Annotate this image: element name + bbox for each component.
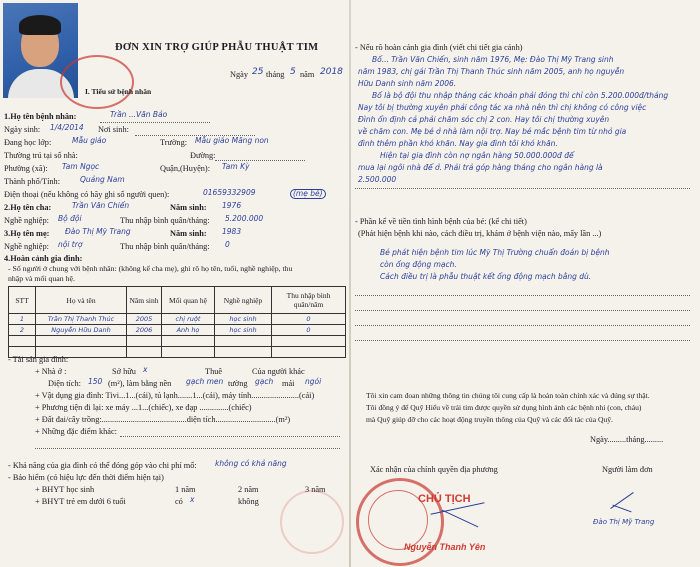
- family-desc-2: nhập và mối quan hệ.: [8, 274, 75, 283]
- wall-value: gạch: [255, 377, 274, 386]
- family-desc-1: - Số người ở chung với bệnh nhân: (không kể cha mẹ), ghi rõ họ tên, tuổi, nghề nghiệp, thu: [8, 264, 293, 273]
- transport: + Phương tiện đi lại: xe máy ...1...(chiếc), xe đạp ..............(chiếc): [35, 403, 252, 412]
- yes-mark: x: [190, 495, 195, 504]
- father-income: 5.200.000: [225, 214, 264, 223]
- family-table: [8, 286, 346, 358]
- cell-stt: 1: [9, 314, 36, 325]
- commitment-1: Tôi xin cam đoan những thông tin chúng tôi cung cấp là hoàn toàn chính xác và đúng sự thật.: [366, 391, 650, 400]
- cell-name: Trần Thị Thanh Thúc: [36, 314, 127, 325]
- address-label: Thường trú tại số nhà:: [4, 151, 78, 160]
- mother-name: Đào Thị Mỹ Trang: [65, 227, 131, 236]
- mother-name-label: 3.Họ tên mẹ:: [4, 229, 50, 238]
- family-header: 4.Hoàn cảnh gia đình:: [4, 254, 83, 263]
- mother-job-label: Nghề nghiệp:: [4, 242, 49, 251]
- commitment-2: Tôi đồng ý để Quỹ Hiểu về trái tim được quyền sử dụng hình ảnh các bệnh nhi (con, cháu): [366, 403, 642, 412]
- district-value: Tam Kỳ: [222, 162, 250, 171]
- edu-value: Mẫu giáo: [72, 136, 107, 145]
- mother-income: 0: [225, 240, 230, 249]
- cell-income: 0: [272, 314, 346, 325]
- area-unit: (m²), làm bằng nền: [108, 379, 172, 388]
- father-name-label: 2.Họ tên cha:: [4, 203, 52, 212]
- yes-label: có: [175, 497, 183, 506]
- district-label: Quận,(Huyện):: [160, 164, 210, 173]
- wall-label: tường: [228, 379, 248, 388]
- insurance-label: - Bảo hiểm (có hiệu lực đến thời điểm hiện tại): [8, 473, 164, 482]
- date-year-label: năm: [300, 70, 315, 79]
- school-value: Mẫu giáo Măng non: [195, 136, 269, 145]
- mother-birth-label: Năm sinh:: [170, 229, 207, 238]
- date-month-label: tháng: [266, 70, 285, 79]
- disease-line: còn ống động mạch.: [380, 260, 457, 269]
- note-line: 2.500.000: [358, 175, 397, 184]
- phone-note: (mẹ bé): [290, 189, 326, 199]
- commitment-3: mà Quỹ giúp đỡ cho các hoạt động truyền thông của Quỹ và các đối tác của Quỹ.: [366, 415, 613, 424]
- father-income-label: Thu nhập bình quân/tháng:: [120, 216, 210, 225]
- roof-value: ngói: [305, 377, 322, 386]
- section-header: I. Tiểu sử bệnh nhân: [85, 87, 152, 96]
- disease-line: Bé phát hiện bệnh tim lúc Mỹ Thị Trường chuẩn đoán bị bệnh: [380, 248, 610, 257]
- disease-label: - Phần kể về tiền tình hình bệnh của bé: (kể chi tiết): [355, 217, 527, 226]
- phone-value: 01659332909: [203, 188, 256, 197]
- cell-income: 0: [272, 325, 346, 336]
- area-label: Diện tích:: [48, 379, 81, 388]
- own-label: Sở hữu: [112, 367, 136, 376]
- cell-job: học sinh: [215, 325, 272, 336]
- area-value: 150: [88, 377, 103, 386]
- father-birth: 1976: [222, 201, 242, 210]
- patient-name: Trần ...Văn Bảo: [110, 110, 168, 119]
- table-row: [9, 314, 346, 325]
- cell-birth: 2006: [127, 325, 162, 336]
- father-birth-label: Năm sinh:: [170, 203, 207, 212]
- bhyt-child: + BHYT trẻ em dưới 6 tuổi: [35, 497, 126, 506]
- col-income: Thu nhập bình quân/năm: [272, 287, 346, 314]
- note-line: Nay tôi bị thường xuyên phải công tác xa nhà nên thì chị không có công việc: [358, 103, 647, 112]
- table-row: [9, 336, 346, 347]
- photo-stamp: [60, 55, 134, 109]
- own-mark: x: [143, 365, 148, 374]
- ability-label: - Khả năng của gia đình có thể đóng góp vào chi phí mổ:: [8, 461, 197, 470]
- cell-birth: 2005: [127, 314, 162, 325]
- faint-stamp: [280, 490, 344, 554]
- col-name: Họ và tên: [36, 287, 127, 314]
- school-label: Trường:: [160, 138, 188, 147]
- bhyt-student: + BHYT học sinh: [35, 485, 95, 494]
- table-header-row: [9, 287, 346, 314]
- note-line: Đình ổn định cả phải chăm sóc chị 2 con. Hay tôi chị thường xuyên: [358, 115, 610, 124]
- cell-stt: 2: [9, 325, 36, 336]
- cell-name: Nguyễn Hữu Danh: [36, 325, 127, 336]
- date-year: 2018: [320, 67, 343, 77]
- home-label: + Nhà ở :: [35, 367, 67, 376]
- stamp-title: CHỦ TỊCH: [418, 493, 471, 505]
- other-points: + Những đặc điểm khác:: [35, 427, 117, 436]
- note-line: đình thêm phần khó khăn. Nay gia đình tôi khó khăn.: [358, 139, 558, 148]
- city-label: Thành phố/Tỉnh:: [4, 177, 60, 186]
- year-1: 1 năm: [175, 485, 196, 494]
- land: + Đất đai/cây trồng:.........................................diện tích.............................(m²): [35, 415, 291, 424]
- page-fold: [349, 0, 351, 567]
- note-line: mua lại ngôi nhà để ở. Phải trả góp hàng tháng cho ngân hàng là: [358, 163, 603, 172]
- disease-line: Cách điều trị là phẫu thuật kết ống động mạch bằng dù.: [380, 272, 592, 281]
- official-name: Nguyễn Thanh Yên: [404, 542, 486, 552]
- city-value: Quảng Nam: [80, 175, 125, 184]
- date-day: 25: [252, 67, 264, 77]
- applicant-label: Người làm đơn: [602, 465, 653, 474]
- edu-label: Đang học lớp:: [4, 138, 52, 147]
- applicant-signature: [610, 492, 634, 509]
- note-line: Bố... Trần Văn Chiến, sinh năm 1976, Mẹ: Đào Thị Mỹ Trang sinh: [372, 55, 614, 64]
- street-label: Đường:: [190, 151, 216, 160]
- assets-header: - Tài sản gia đình:: [8, 355, 69, 364]
- father-job: Bộ đội: [58, 214, 82, 223]
- col-stt: STT: [9, 287, 36, 314]
- note-line: Hữu Danh sinh năm 2006.: [358, 79, 457, 88]
- form-title: ĐƠN XIN TRỢ GIÚP PHẪU THUẬT TIM: [115, 42, 319, 53]
- rent-label: Thuê: [205, 367, 223, 376]
- father-name: Trần Văn Chiến: [72, 201, 130, 210]
- ward-value: Tam Ngọc: [62, 162, 100, 171]
- floor-value: gạch men: [186, 377, 224, 386]
- roof-label: mái: [282, 379, 295, 388]
- dob-label: Ngày sinh:: [4, 125, 41, 134]
- col-job: Nghề nghiệp: [215, 287, 272, 314]
- col-birth: Năm sinh: [127, 287, 162, 314]
- no-label: không: [238, 497, 259, 506]
- date-month: 5: [290, 67, 296, 77]
- note-line: về chăm con. Mẹ bé ở nhà làm nội trợ. Nay bé mắc bệnh tim từ nhỏ gia: [358, 127, 627, 136]
- mother-job: nội trợ: [58, 240, 83, 249]
- signature-date: Ngày.........tháng.........: [590, 435, 664, 444]
- other-owner-label: Của người khác: [252, 367, 305, 376]
- mother-birth: 1983: [222, 227, 242, 236]
- year-3: 3 năm: [305, 485, 326, 494]
- pob-label: Nơi sinh:: [98, 125, 129, 134]
- ability-value: không có khả năng: [215, 459, 287, 468]
- cell-relation: chị ruột: [162, 314, 215, 325]
- household-items: + Vật dụng gia đình: Tivi...1...(cái), tủ lạnh.......1...(cái), máy tính.......................(cái): [35, 391, 315, 400]
- table-row: [9, 325, 346, 336]
- disease-sub: (Phát hiện bệnh khi nào, cách điều trị, khám ở bệnh viện nào, mấy lần ...): [358, 229, 602, 238]
- col-relation: Mối quan hệ: [162, 287, 215, 314]
- local-confirm-label: Xác nhận của chính quyền địa phương: [370, 465, 498, 474]
- year-2: 2 năm: [238, 485, 259, 494]
- phone-label: Điện thoại (nếu không có hãy ghi số người quen):: [4, 190, 170, 199]
- mother-income-label: Thu nhập bình quân/tháng:: [120, 242, 210, 251]
- note-line: năm 1983, chị gái Trần Thị Thanh Thúc sinh năm 2005, anh họ nguyễn: [358, 67, 625, 76]
- note-line: Bố là bộ đội thu nhập tháng các khoản phải đóng thì chỉ còn 5.200.000đ/tháng: [372, 91, 669, 100]
- father-job-label: Nghề nghiệp:: [4, 216, 49, 225]
- note-line: Hiện tại gia đình còn nợ ngân hàng 50.000.000đ để: [380, 151, 574, 160]
- family-note-label: - Nếu rõ hoàn cảnh gia đình (viết chi tiết gia cảnh): [355, 43, 523, 52]
- ward-label: Phường (xã):: [4, 164, 48, 173]
- date-prefix: Ngày: [230, 70, 248, 79]
- patient-name-label: 1.Họ tên bệnh nhân:: [4, 112, 77, 121]
- dob-value: 1/4/2014: [50, 123, 84, 132]
- cell-job: học sinh: [215, 314, 272, 325]
- applicant-name: Đào Thị Mỹ Trang: [593, 518, 655, 526]
- cell-relation: Anh họ: [162, 325, 215, 336]
